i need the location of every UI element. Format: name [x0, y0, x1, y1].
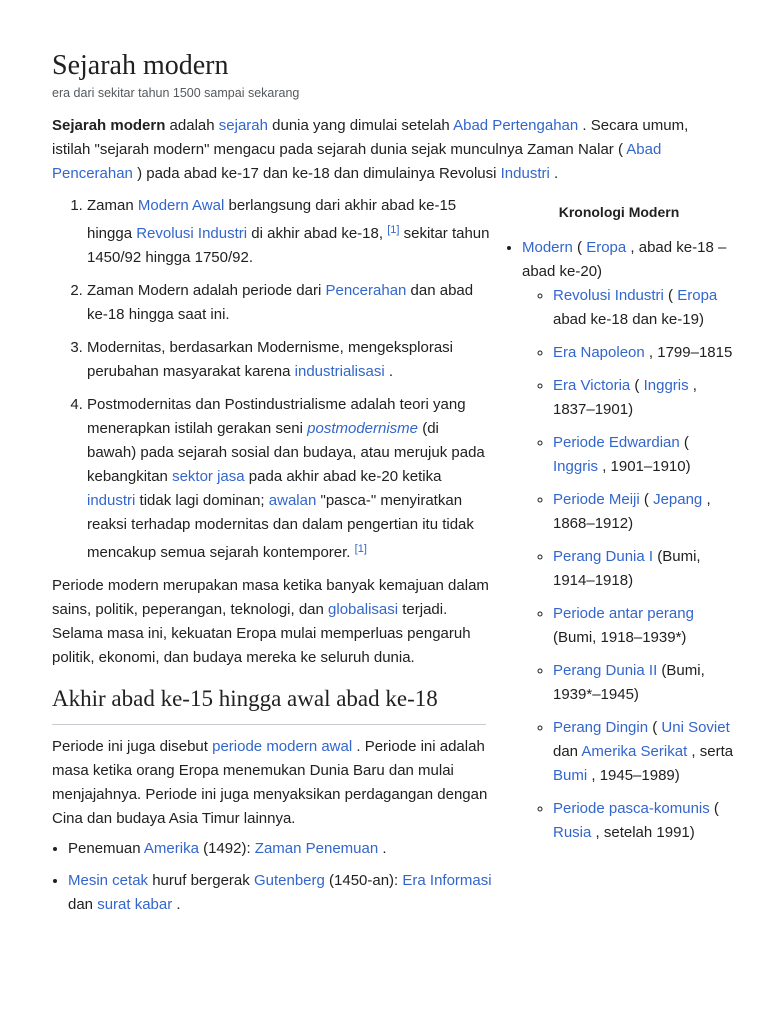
- item-text: , setelah 1991): [591, 824, 695, 841]
- reference-link[interactable]: [1]: [354, 543, 367, 555]
- item-text: (di bawah) pada sejarah sosial dan budaya, atau merujuk pada kebangkitan: [87, 420, 485, 485]
- intro-text: dunia yang dimulai setelah: [267, 117, 454, 134]
- item-text: Postmodernitas dan Postindustrialisme adalah teori yang menerapkan istilah gerakan seni: [87, 396, 466, 437]
- timeline-item: [553, 716, 734, 788]
- link-amerika[interactable]: Amerika: [143, 840, 199, 857]
- timeline-sidebar: [504, 200, 734, 854]
- item-text: dan: [553, 743, 582, 760]
- link-perang-dunia-1[interactable]: Perang Dunia I: [553, 548, 654, 565]
- link-eropa[interactable]: Eropa: [677, 287, 718, 304]
- item-text: (Bumi, 1914–1918): [553, 548, 701, 589]
- item-text: , 1945–1989): [587, 767, 680, 784]
- timeline-item: [522, 236, 734, 845]
- para-text: Periode ini juga disebut: [52, 738, 213, 755]
- link-revolusi-industri[interactable]: Revolusi Industri: [553, 287, 664, 304]
- item-text: huruf bergerak: [148, 872, 254, 889]
- para-text: Periode modern merupakan masa ketika banyak kemajuan dalam sains, politik, peperangan, teknologi, dan: [52, 577, 489, 618]
- link-industri[interactable]: Industri: [500, 165, 550, 182]
- intro-paragraph: [52, 114, 712, 186]
- item-text: Modernitas, berdasarkan Modernisme, mengeksplorasi perubahan masyarakat karena: [87, 339, 454, 380]
- item-text: abad ke-18 dan ke-19): [553, 311, 704, 328]
- item-text: , 1799–1815: [644, 344, 733, 361]
- intro-text: ) pada abad ke-17 dan ke-18 dan dimulainya Revolusi: [132, 165, 501, 182]
- link-era-informasi[interactable]: Era Informasi: [402, 872, 492, 889]
- item-text: (1492):: [198, 840, 255, 857]
- timeline-item: [553, 374, 734, 422]
- item-text: .: [384, 363, 394, 380]
- item-text: , abad ke-18 – abad ke-20): [522, 239, 727, 280]
- item-text: berlangsung dari akhir abad ke-15 hingga: [87, 197, 457, 242]
- link-mesin-cetak[interactable]: Mesin cetak: [68, 872, 149, 889]
- link-surat-kabar[interactable]: surat kabar: [97, 896, 173, 913]
- item-text: tidak lagi dominan;: [135, 492, 269, 509]
- link-inggris[interactable]: Inggris: [643, 377, 689, 394]
- link-pencerahan[interactable]: Pencerahan: [325, 282, 407, 299]
- timeline-item: [553, 488, 734, 536]
- item-text: (: [709, 800, 719, 817]
- link-postmodernisme[interactable]: postmodernisme: [307, 420, 419, 437]
- item-text: (1450-an):: [324, 872, 403, 889]
- link-modern-awal[interactable]: Modern Awal: [137, 197, 225, 214]
- list-item: [68, 837, 492, 861]
- link-gutenberg[interactable]: Gutenberg: [253, 872, 325, 889]
- list-item: [68, 869, 492, 917]
- timeline-item: [553, 659, 734, 707]
- item-text: (Bumi, 1939*–1945): [553, 662, 705, 703]
- link-amerika-serikat[interactable]: Amerika Serikat: [581, 743, 688, 760]
- item-text: , serta: [687, 743, 734, 760]
- item-text: sekitar tahun 1450/92 hingga 1750/92.: [87, 225, 490, 266]
- paragraph: [52, 735, 492, 831]
- reference-link[interactable]: [1]: [387, 224, 400, 236]
- item-text: , 1837–1901): [553, 377, 697, 418]
- timeline-item: [553, 341, 734, 365]
- item-text: (: [663, 287, 678, 304]
- timeline-sublist: [522, 284, 734, 845]
- item-text: Zaman: [87, 197, 138, 214]
- section-heading: Akhir abad ke-15 hingga awal abad ke-18: [52, 684, 486, 725]
- link-abad-pencerahan[interactable]: Abad Pencerahan: [52, 141, 662, 182]
- para-text: . Periode ini adalah masa ketika orang Eropa menemukan Dunia Baru dan mulai menjajahnya. Periode ini juga menyaksikan perdagangan dengan Cina dan budaya Asia Timur lainnya.: [52, 738, 488, 827]
- sidebar-title: Kronologi Modern: [558, 204, 680, 220]
- item-text: Penemuan: [68, 840, 144, 857]
- link-abad-pertengahan[interactable]: Abad Pertengahan: [453, 117, 579, 134]
- link-era-victoria[interactable]: Era Victoria: [553, 377, 631, 394]
- item-text: (: [630, 377, 644, 394]
- link-industrialisasi[interactable]: industrialisasi: [294, 363, 385, 380]
- link-industri[interactable]: industri: [87, 492, 136, 509]
- timeline-item: [553, 284, 734, 332]
- link-awalan[interactable]: awalan: [268, 492, 317, 509]
- link-revolusi-industri[interactable]: Revolusi Industri: [136, 225, 248, 242]
- link-periode-pasca-komunis[interactable]: Periode pasca-komunis: [553, 800, 710, 817]
- page-title: Sejarah modern: [52, 50, 229, 81]
- item-text: , 1901–1910): [598, 458, 691, 475]
- link-periode-meiji[interactable]: Periode Meiji: [553, 491, 640, 508]
- link-perang-dunia-2[interactable]: Perang Dunia II: [553, 662, 658, 679]
- link-inggris[interactable]: Inggris: [553, 458, 599, 475]
- link-globalisasi[interactable]: globalisasi: [328, 601, 399, 618]
- link-jepang[interactable]: Jepang: [653, 491, 703, 508]
- list-item: [87, 194, 492, 270]
- list-item: [87, 336, 492, 384]
- item-text: (: [572, 239, 587, 256]
- definition-list: [52, 194, 492, 565]
- timeline-item: [553, 431, 734, 479]
- link-sektor-jasa[interactable]: sektor jasa: [172, 468, 245, 485]
- link-uni-soviet[interactable]: Uni Soviet: [661, 719, 730, 736]
- link-periode-edwardian[interactable]: Periode Edwardian: [553, 434, 680, 451]
- item-text: .: [378, 840, 387, 857]
- item-text: pada akhir abad ke-20 ketika: [244, 468, 442, 485]
- link-sejarah[interactable]: sejarah: [218, 117, 268, 134]
- link-bumi[interactable]: Bumi: [553, 767, 588, 784]
- item-text: Zaman Modern adalah periode dari: [87, 282, 326, 299]
- item-text: .: [172, 896, 181, 913]
- timeline-item: [553, 545, 734, 593]
- link-zaman-penemuan[interactable]: Zaman Penemuan: [254, 840, 379, 857]
- link-era-napoleon[interactable]: Era Napoleon: [553, 344, 645, 361]
- item-text: dan abad ke-18 hingga saat ini.: [87, 282, 474, 323]
- timeline-list: [504, 236, 734, 845]
- item-text: , 1868–1912): [553, 491, 711, 532]
- timeline-item: [553, 797, 734, 845]
- link-eropa[interactable]: Eropa: [586, 239, 627, 256]
- intro-bold-term: Sejarah modern: [52, 117, 166, 134]
- intro-text: . Secara umum, istilah "sejarah modern" mengacu pada sejarah dunia sejak munculnya Zaman Nalar (: [52, 117, 689, 158]
- link-modern[interactable]: Modern: [522, 239, 573, 256]
- bullet-list: [52, 837, 492, 917]
- main-content: [52, 194, 492, 925]
- intro-text: .: [549, 165, 559, 182]
- item-text: dan: [68, 896, 98, 913]
- link-periode-modern-awal[interactable]: periode modern awal: [212, 738, 353, 755]
- link-periode-antar-perang[interactable]: Periode antar perang: [553, 605, 694, 622]
- link-perang-dingin[interactable]: Perang Dingin: [553, 719, 649, 736]
- list-item: [87, 393, 492, 565]
- item-text: "pasca-" menyiratkan reaksi terhadap modernitas dan dalam pengertian itu tidak mencakup semua sejarah kontemporer.: [87, 492, 474, 561]
- item-text: (: [679, 434, 689, 451]
- paragraph: [52, 574, 492, 670]
- timeline-item: [553, 602, 734, 650]
- intro-text: adalah: [165, 117, 219, 134]
- para-text: terjadi. Selama masa ini, kekuatan Eropa mulai memperluas pengaruh politik, ekonomi, dan budaya mereka ke seluruh dunia.: [52, 601, 471, 666]
- link-rusia[interactable]: Rusia: [553, 824, 592, 841]
- list-item: [87, 279, 492, 327]
- item-text: (: [648, 719, 662, 736]
- item-text: (Bumi, 1918–1939*): [553, 629, 687, 646]
- item-text: di akhir abad ke-18,: [247, 225, 388, 242]
- page-subtitle: era dari sekitar tahun 1500 sampai sekarang: [52, 86, 300, 100]
- item-text: (: [639, 491, 654, 508]
